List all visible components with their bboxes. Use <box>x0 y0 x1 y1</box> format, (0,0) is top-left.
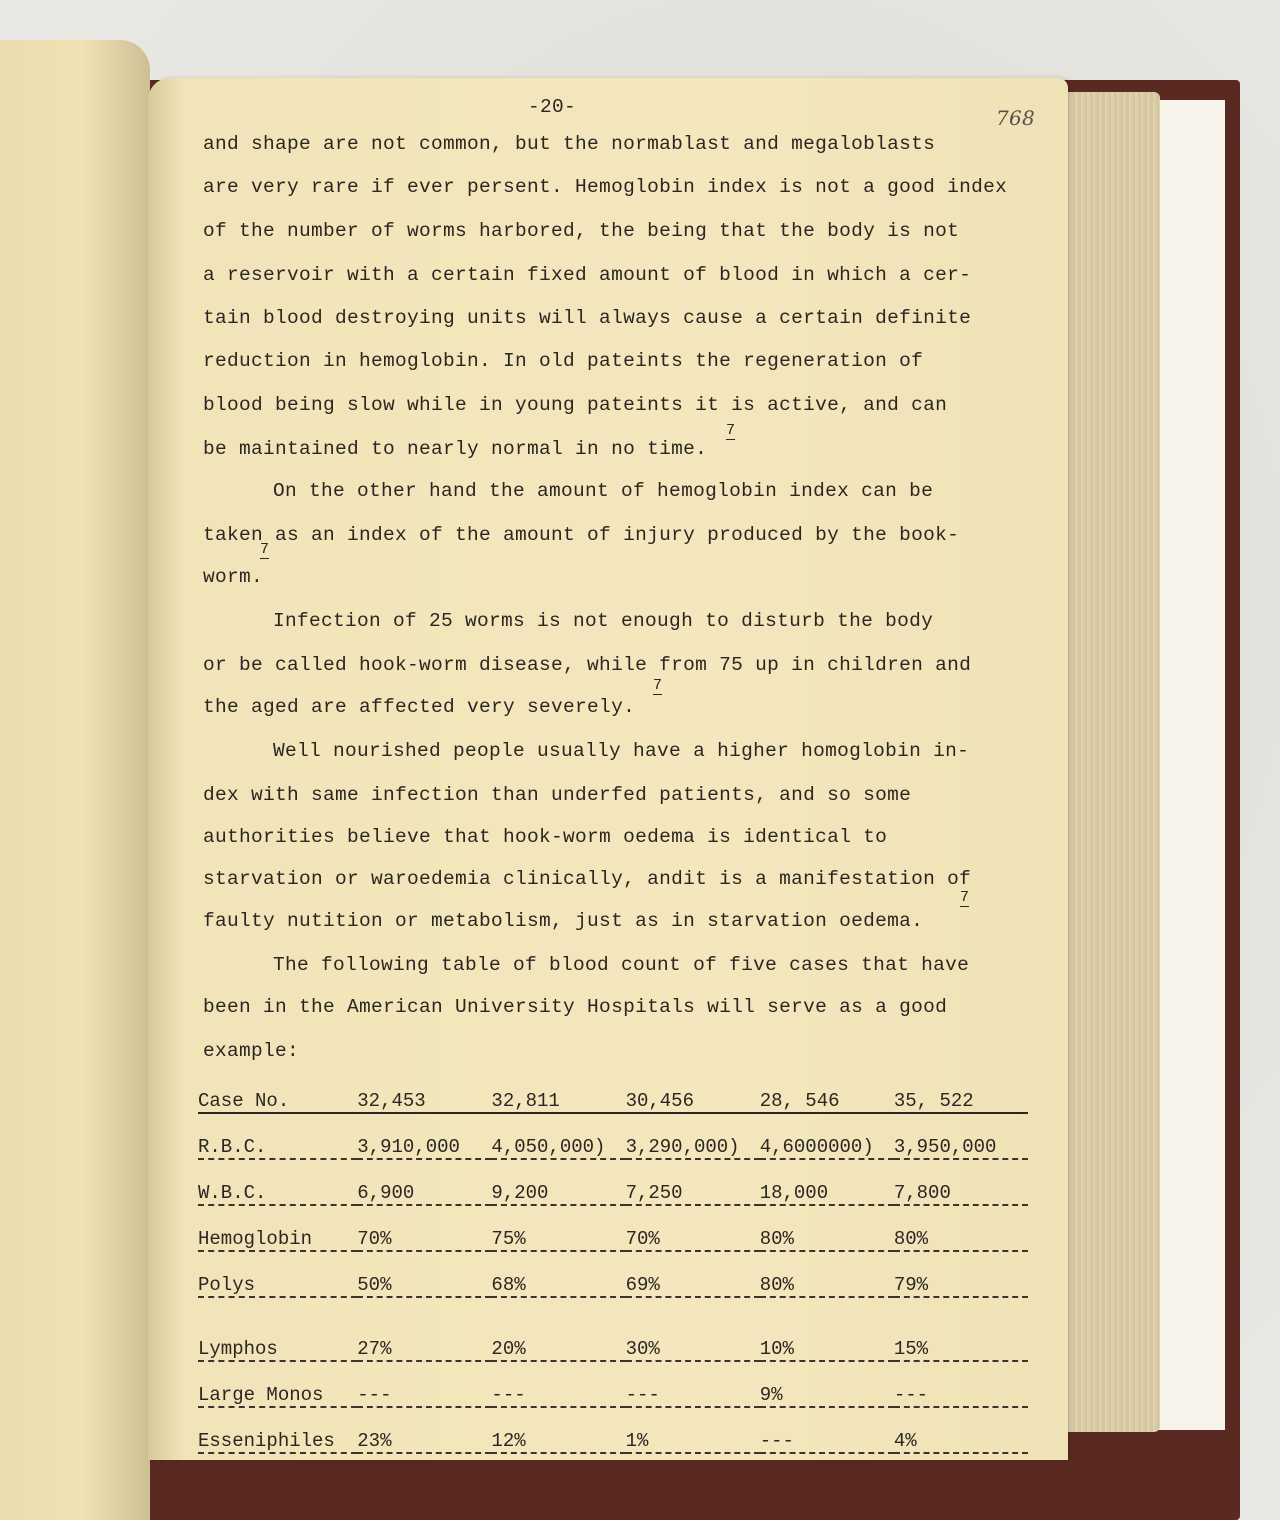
text-line: faulty nutition or metabolism, just as in starvation oedema. <box>203 910 924 932</box>
table-cell: 9% <box>760 1361 894 1407</box>
table-cell: 69% <box>626 1251 760 1297</box>
facing-page <box>0 40 150 1520</box>
table-cell: 80% <box>894 1205 1028 1251</box>
table-header-cell: 28, 546 <box>760 1080 894 1113</box>
table-cell: --- <box>626 1361 760 1407</box>
table-cell: 7,250 <box>626 1159 760 1205</box>
table-cell: 50% <box>357 1251 491 1297</box>
table-cell: 3,290,000) <box>626 1113 760 1159</box>
table-row <box>198 1297 1028 1361</box>
table-header-cell: 32,811 <box>491 1080 625 1113</box>
text-line: example: <box>203 1040 300 1062</box>
table-row <box>198 1159 1028 1205</box>
table-header-row <box>198 1080 1028 1113</box>
text-line: or be called hook-worm disease, while from 75 up in children and <box>203 654 972 676</box>
row-label: R.B.C. <box>198 1113 357 1159</box>
table-cell: 4,6000000) <box>760 1113 894 1159</box>
text-line: On the other hand the amount of hemoglobin index can be <box>273 480 934 502</box>
table-cell: 75% <box>491 1205 625 1251</box>
text-line: blood being slow while in young pateints it is active, and can <box>203 394 948 416</box>
row-label: Hemoglobin <box>198 1205 357 1251</box>
row-label: Polys <box>198 1251 357 1297</box>
table-cell: 4% <box>894 1407 1028 1453</box>
table-cell: 9,200 <box>491 1159 625 1205</box>
table-cell: --- <box>894 1361 1028 1407</box>
table-cell: 80% <box>760 1205 894 1251</box>
table-header-cell: 30,456 <box>626 1080 760 1113</box>
text-line: the aged are affected very severely. <box>203 696 636 718</box>
text-line: starvation or waroedemia clinically, andit is a manifestation of <box>203 868 972 890</box>
row-label: Lymphos <box>198 1297 357 1361</box>
table-cell: 68% <box>491 1251 625 1297</box>
table-row <box>198 1407 1028 1453</box>
text-line: worm. <box>203 566 264 588</box>
row-label: Large Monos <box>198 1361 357 1407</box>
folio-number: 768 <box>996 106 1036 130</box>
endpaper <box>1150 100 1225 1430</box>
table-cell: 70% <box>626 1205 760 1251</box>
text-line: been in the American University Hospitals will serve as a good <box>203 996 948 1018</box>
document-page <box>148 78 1068 1460</box>
text-line: authorities believe that hook-worm oedema is identical to <box>203 826 888 848</box>
table-row <box>198 1361 1028 1407</box>
table-cell: 3,950,000 <box>894 1113 1028 1159</box>
table-row <box>198 1251 1028 1297</box>
table-header-cell: 35, 522 <box>894 1080 1028 1113</box>
table-cell: 1% <box>626 1407 760 1453</box>
text-line: The following table of blood count of five cases that have <box>273 954 970 976</box>
footnote-ref: 7 <box>653 677 663 694</box>
table-cell: 23% <box>357 1407 491 1453</box>
page-number: -20- <box>528 96 577 118</box>
page-edges <box>1060 92 1160 1432</box>
table-cell: 79% <box>894 1251 1028 1297</box>
footnote-ref: 7 <box>726 422 736 439</box>
row-label: Esseniphiles <box>198 1407 357 1453</box>
table-cell: 6,900 <box>357 1159 491 1205</box>
table-cell: --- <box>491 1361 625 1407</box>
text-line: reduction in hemoglobin. In old pateints the regeneration of <box>203 350 924 372</box>
footnote-ref: 7 <box>260 541 270 558</box>
table-cell: 12% <box>491 1407 625 1453</box>
text-line: a reservoir with a certain fixed amount of blood in which a cer- <box>203 264 972 286</box>
text-line: Infection of 25 worms is not enough to disturb the body <box>273 610 934 632</box>
table-cell: 30% <box>626 1297 760 1361</box>
table-row <box>198 1205 1028 1251</box>
text-line: be maintained to nearly normal in no time. <box>203 438 708 460</box>
table-cell: 70% <box>357 1205 491 1251</box>
table-cell: 7,800 <box>894 1159 1028 1205</box>
table-header-cell: 32,453 <box>357 1080 491 1113</box>
table-header-cell: Case No. <box>198 1080 357 1113</box>
text-line: of the number of worms harbored, the being that the body is not <box>203 220 960 242</box>
row-label: W.B.C. <box>198 1159 357 1205</box>
text-line: are very rare if ever persent. Hemoglobin index is not a good index <box>203 176 1008 198</box>
table-cell: --- <box>357 1361 491 1407</box>
table-cell: 15% <box>894 1297 1028 1361</box>
table-cell: 20% <box>491 1297 625 1361</box>
table-cell: 10% <box>760 1297 894 1361</box>
text-line: dex with same infection than underfed patients, and so some <box>203 784 912 806</box>
text-line: and shape are not common, but the normablast and megaloblasts <box>203 133 936 155</box>
table-cell: 3,910,000 <box>357 1113 491 1159</box>
text-line: tain blood destroying units will always cause a certain definite <box>203 307 972 329</box>
table-cell: --- <box>760 1407 894 1453</box>
table-row <box>198 1113 1028 1159</box>
table-cell: 27% <box>357 1297 491 1361</box>
table-cell: 18,000 <box>760 1159 894 1205</box>
footnote-ref: 7 <box>960 889 970 906</box>
blood-count-table <box>198 1080 1028 1454</box>
text-line: taken as an index of the amount of injury produced by the book- <box>203 524 960 546</box>
table-cell: 80% <box>760 1251 894 1297</box>
text-line: Well nourished people usually have a higher homoglobin in- <box>273 740 970 762</box>
table-cell: 4,050,000) <box>491 1113 625 1159</box>
